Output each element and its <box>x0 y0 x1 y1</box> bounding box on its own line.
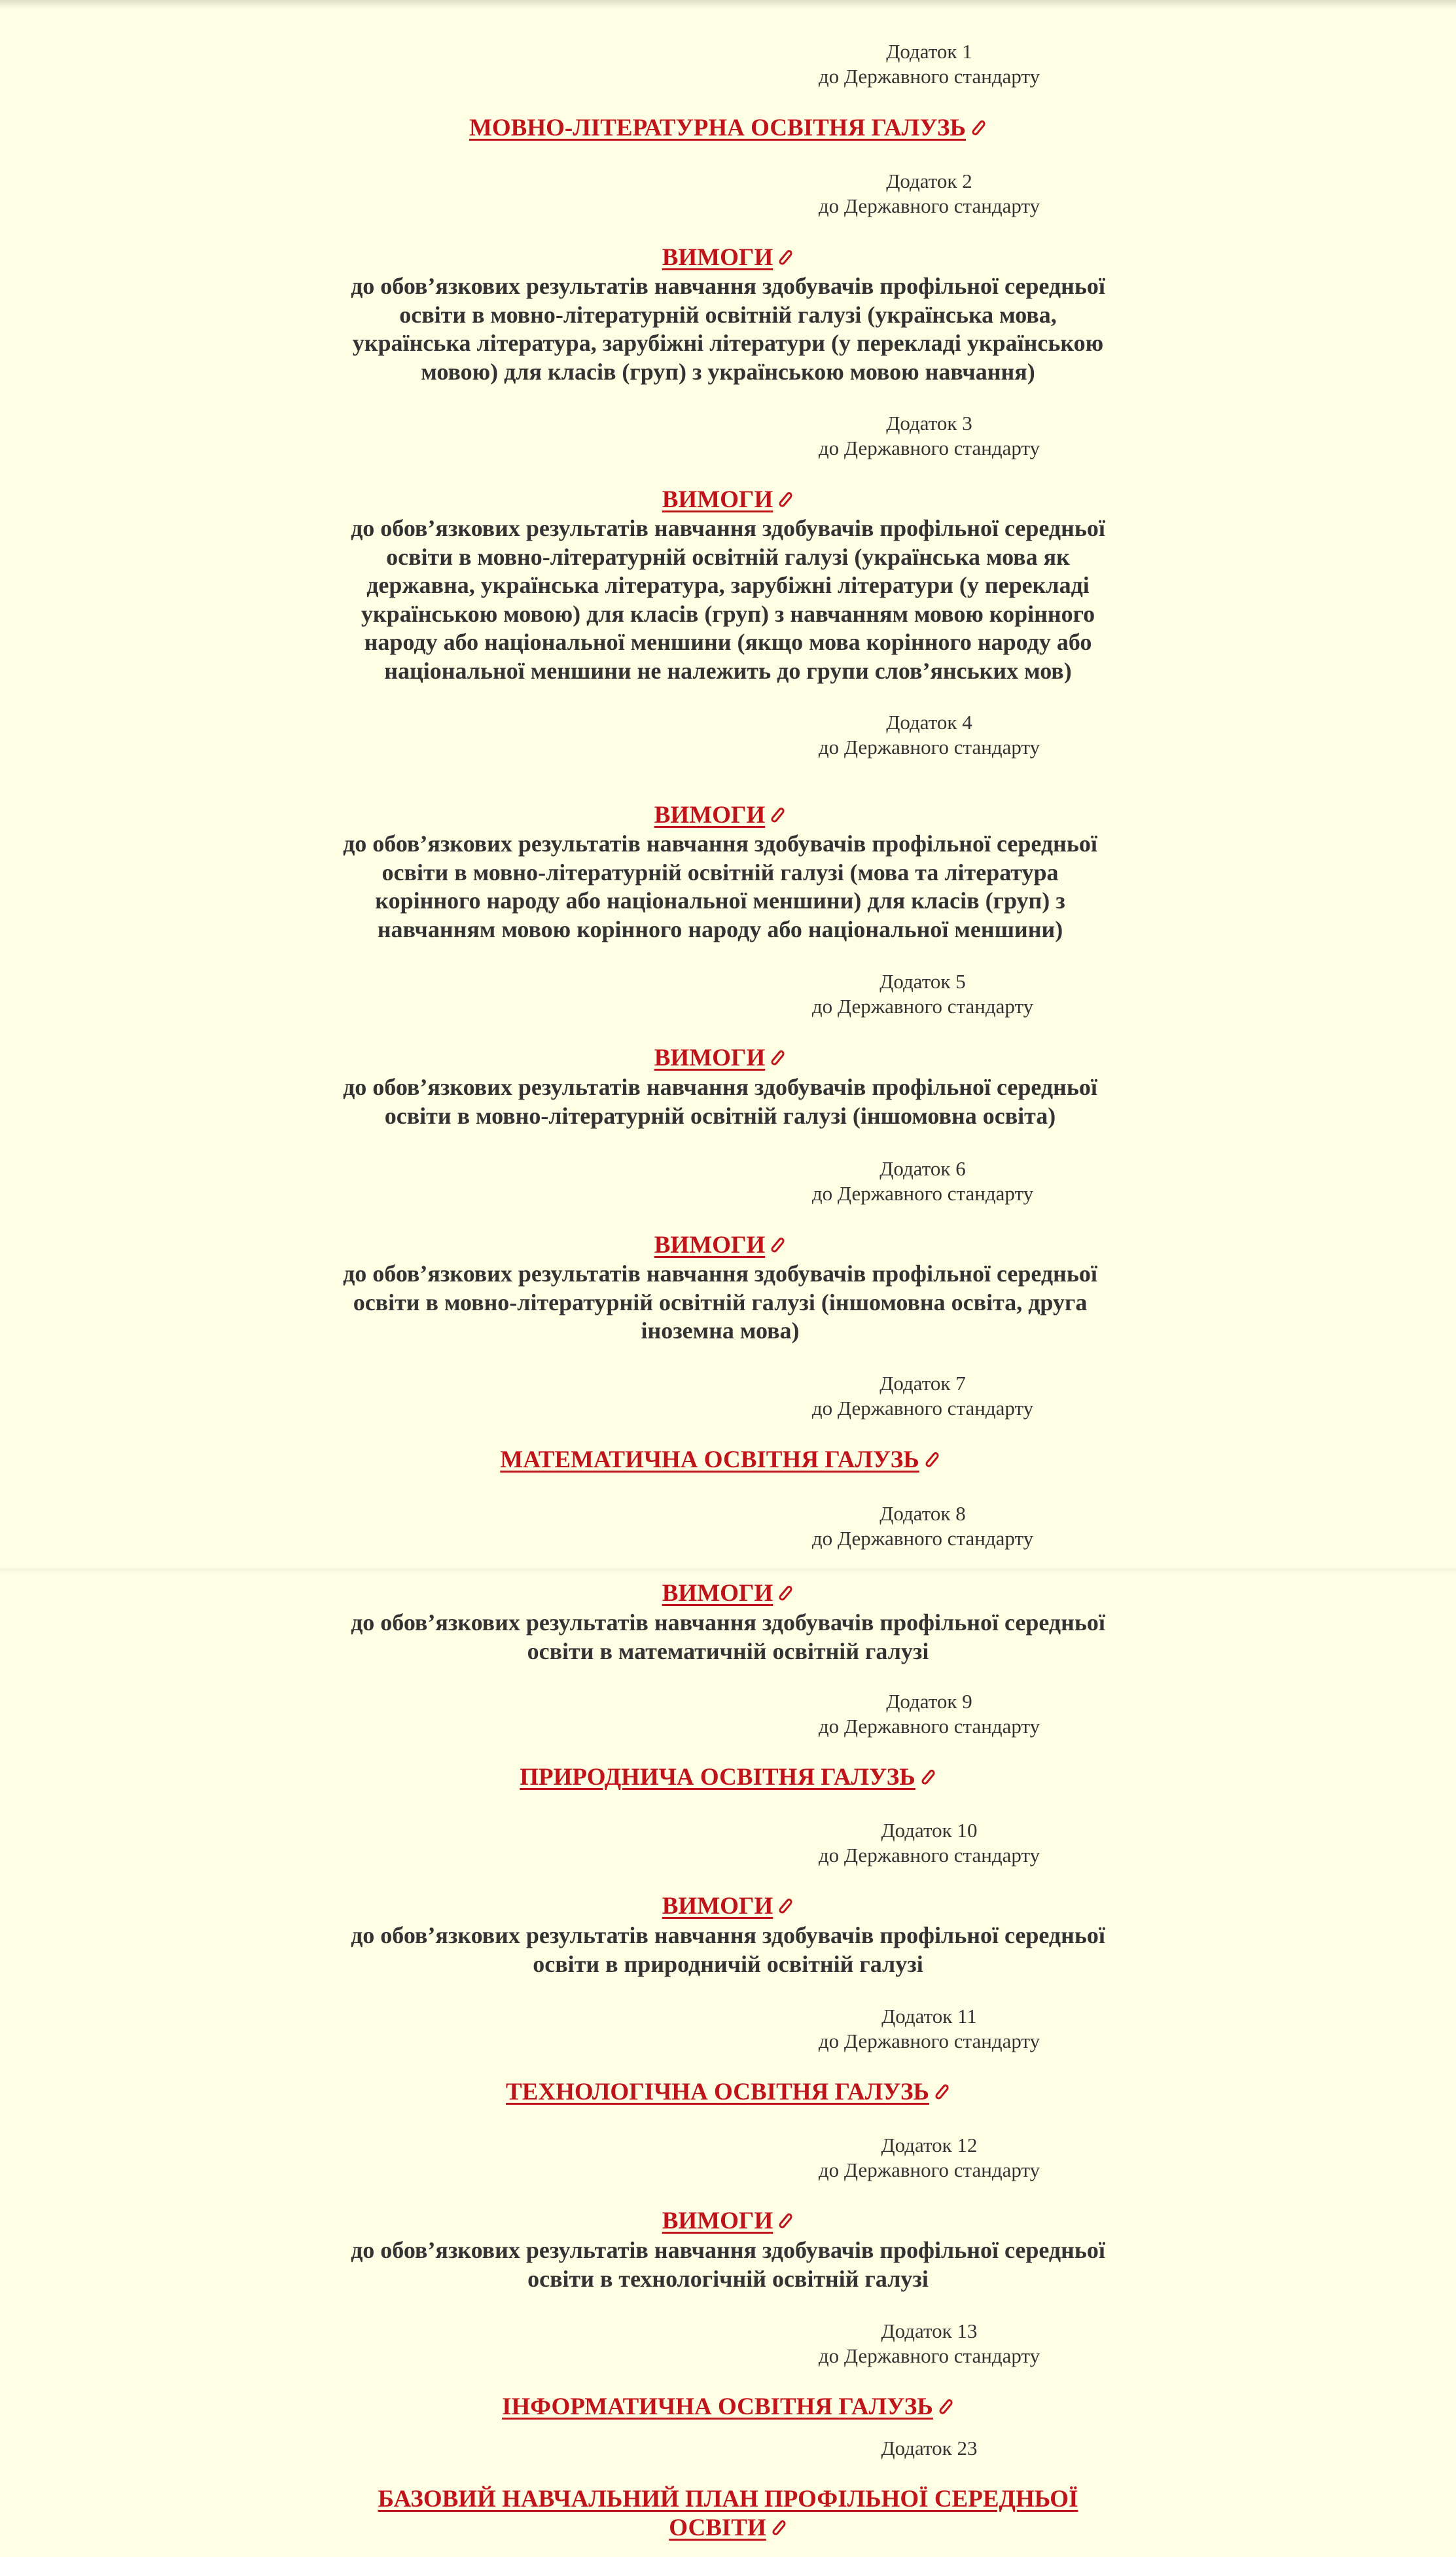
appendix-number: Додаток 5 <box>879 970 966 993</box>
appendix-note: до Державного стандарту <box>818 736 1040 759</box>
appendix-11-caption <box>815 2004 1044 2054</box>
section-heading-language-literature <box>0 114 1456 143</box>
requirements-link[interactable]: ВИМОГИ <box>662 1580 773 1607</box>
math-link[interactable]: МАТЕМАТИЧНА ОСВІТНЯ ГАЛУЗЬ <box>500 1446 919 1473</box>
appendix-number: Додаток 6 <box>879 1157 966 1180</box>
appendix-note: до Державного стандарту <box>818 1844 1040 1867</box>
section-heading-nature <box>0 1763 1456 1792</box>
plan-link[interactable]: БАЗОВИЙ НАВЧАЛЬНИЙ ПЛАН ПРОФІЛЬНОЇ СЕРЕДНЬОЇ <box>378 2486 1078 2512</box>
appendix-4-caption <box>815 710 1044 760</box>
section-heading-plan <box>0 2485 1456 2543</box>
appendix-number: Додаток 10 <box>881 1819 978 1842</box>
appendix-number: Додаток 23 <box>881 2437 978 2459</box>
plan-link[interactable]: ОСВІТИ <box>669 2514 766 2541</box>
section-heading-math <box>0 1446 1448 1475</box>
requirements-description: до обов’язкових результатів навчання здобувачів профільної середньої освіти в мовно-літературній освітній галузі (мова та література корінного народу або національної меншини) для класів (груп) з навчанням мовою корінного народу або національної меншини) <box>343 831 1097 942</box>
appendix-number: Додаток 11 <box>881 2005 977 2028</box>
requirements-heading <box>0 243 1456 272</box>
appendix-note: до Державного стандарту <box>811 995 1034 1018</box>
requirements-link[interactable]: ВИМОГИ <box>662 486 773 513</box>
requirements-heading <box>0 2207 1456 2236</box>
section-heading-tech <box>0 2078 1456 2107</box>
appendix-5-caption <box>808 969 1037 1019</box>
language-literature-link[interactable]: МОВНО-ЛІТЕРАТУРНА ОСВІТНЯ ГАЛУЗЬ <box>469 115 967 141</box>
appendix-number: Додаток 13 <box>881 2319 978 2342</box>
requirements-heading <box>0 1044 1448 1073</box>
paperclip-icon[interactable] <box>775 2210 794 2232</box>
requirements-description: до обов’язкових результатів навчання здобувачів профільної середньої освіти в математичній освітній галузі <box>351 1609 1105 1664</box>
appendix-number: Додаток 3 <box>886 412 972 435</box>
requirements-description: до обов’язкових результатів навчання здобувачів профільної середньої освіти в мовно-літературній освітній галузі (іншомовна освіта, друга іноземна мова) <box>343 1261 1097 1344</box>
requirements-heading <box>0 1892 1456 1921</box>
requirements-description: до обов’язкових результатів навчання здобувачів профільної середньої освіти в технологічній освітній галузі <box>351 2237 1105 2292</box>
requirements-link[interactable]: ВИМОГИ <box>654 802 766 829</box>
top-shadow <box>0 0 1456 9</box>
appendix-23-caption <box>815 2436 1044 2461</box>
appendix-9-caption <box>815 1689 1044 1739</box>
requirements-link[interactable]: ВИМОГИ <box>654 1232 766 1259</box>
paperclip-icon[interactable] <box>918 1766 936 1789</box>
paperclip-icon[interactable] <box>768 804 786 827</box>
paperclip-icon[interactable] <box>775 247 794 269</box>
paperclip-icon[interactable] <box>968 117 987 139</box>
appendix-note: до Державного стандарту <box>811 1527 1034 1550</box>
paperclip-icon[interactable] <box>932 2081 950 2103</box>
appendix-note: до Державного стандарту <box>818 194 1040 217</box>
requirements-description: до обов’язкових результатів навчання здобувачів профільної середньої освіти в природничій освітній галузі <box>351 1922 1105 1977</box>
paperclip-icon[interactable] <box>769 2517 787 2539</box>
appendix-1-caption <box>815 39 1044 89</box>
requirements-heading <box>0 486 1456 514</box>
appendix-3-caption <box>815 411 1044 461</box>
appendix-number: Додаток 12 <box>881 2134 978 2156</box>
appendix-note: до Державного стандарту <box>818 2030 1040 2052</box>
requirements-heading <box>0 1231 1448 1260</box>
requirements-link[interactable]: ВИМОГИ <box>654 1045 766 1071</box>
paperclip-icon[interactable] <box>768 1047 786 1069</box>
requirements-heading <box>0 801 1448 830</box>
tech-link[interactable]: ТЕХНОЛОГІЧНА ОСВІТНЯ ГАЛУЗЬ <box>506 2079 929 2105</box>
requirements-description: до обов’язкових результатів навчання здобувачів профільної середньої освіти в мовно-літературній освітній галузі (українська мова, українська література, зарубіжні літератури (у перекладі українською мовою) для класів (груп) з українською мовою навчання) <box>351 273 1105 385</box>
section-heading-info <box>0 2393 1456 2422</box>
appendix-7-caption <box>808 1371 1037 1421</box>
requirements-description: до обов’язкових результатів навчання здобувачів профільної середньої освіти в мовно-літературній освітній галузі (українська мова як державна, українська література, зарубіжні літератури (у перекладі українською мовою) для класів (груп) з навчанням мовою корінного народу або національної меншини (якщо мова корінного народу або національної меншини не належить до групи слов’янських мов) <box>351 515 1105 684</box>
paperclip-icon[interactable] <box>768 1234 786 1257</box>
paperclip-icon[interactable] <box>922 1449 940 1471</box>
appendix-number: Додаток 1 <box>886 40 972 63</box>
appendix-number: Додаток 8 <box>879 1502 966 1525</box>
requirements-description: до обов’язкових результатів навчання здобувачів профільної середньої освіти в мовно-літературній освітній галузі (іншомовна освіта) <box>343 1074 1097 1129</box>
appendix-note: до Державного стандарту <box>818 437 1040 459</box>
appendix-13-caption <box>815 2319 1044 2369</box>
requirements-link[interactable]: ВИМОГИ <box>662 1893 773 1920</box>
appendix-number: Додаток 7 <box>879 1372 966 1395</box>
appendix-10-caption <box>815 1818 1044 1868</box>
appendix-6-caption <box>808 1156 1037 1206</box>
appendix-note: до Державного стандарту <box>818 2344 1040 2367</box>
appendix-note: до Державного стандарту <box>811 1397 1034 1420</box>
appendix-note: до Державного стандарту <box>818 2158 1040 2181</box>
appendix-note: до Державного стандарту <box>818 65 1040 88</box>
requirements-link[interactable]: ВИМОГИ <box>662 244 773 271</box>
requirements-heading <box>0 1579 1456 1608</box>
nature-link[interactable]: ПРИРОДНИЧА ОСВІТНЯ ГАЛУЗЬ <box>520 1764 915 1791</box>
appendix-number: Додаток 2 <box>886 170 972 192</box>
info-link[interactable]: ІНФОРМАТИЧНА ОСВІТНЯ ГАЛУЗЬ <box>502 2393 933 2420</box>
appendix-note: до Державного стандарту <box>811 1182 1034 1205</box>
appendix-12-caption <box>815 2133 1044 2183</box>
page-seam <box>0 1568 1456 1575</box>
paperclip-icon[interactable] <box>775 489 794 511</box>
appendix-number: Додаток 9 <box>886 1690 972 1713</box>
appendix-note: до Державного стандарту <box>818 1715 1040 1738</box>
requirements-link[interactable]: ВИМОГИ <box>662 2208 773 2234</box>
paperclip-icon[interactable] <box>936 2396 954 2418</box>
paperclip-icon[interactable] <box>775 1895 794 1918</box>
appendix-2-caption <box>815 169 1044 219</box>
paperclip-icon[interactable] <box>775 1582 794 1605</box>
appendix-8-caption <box>808 1501 1037 1551</box>
appendix-number: Додаток 4 <box>886 711 972 734</box>
